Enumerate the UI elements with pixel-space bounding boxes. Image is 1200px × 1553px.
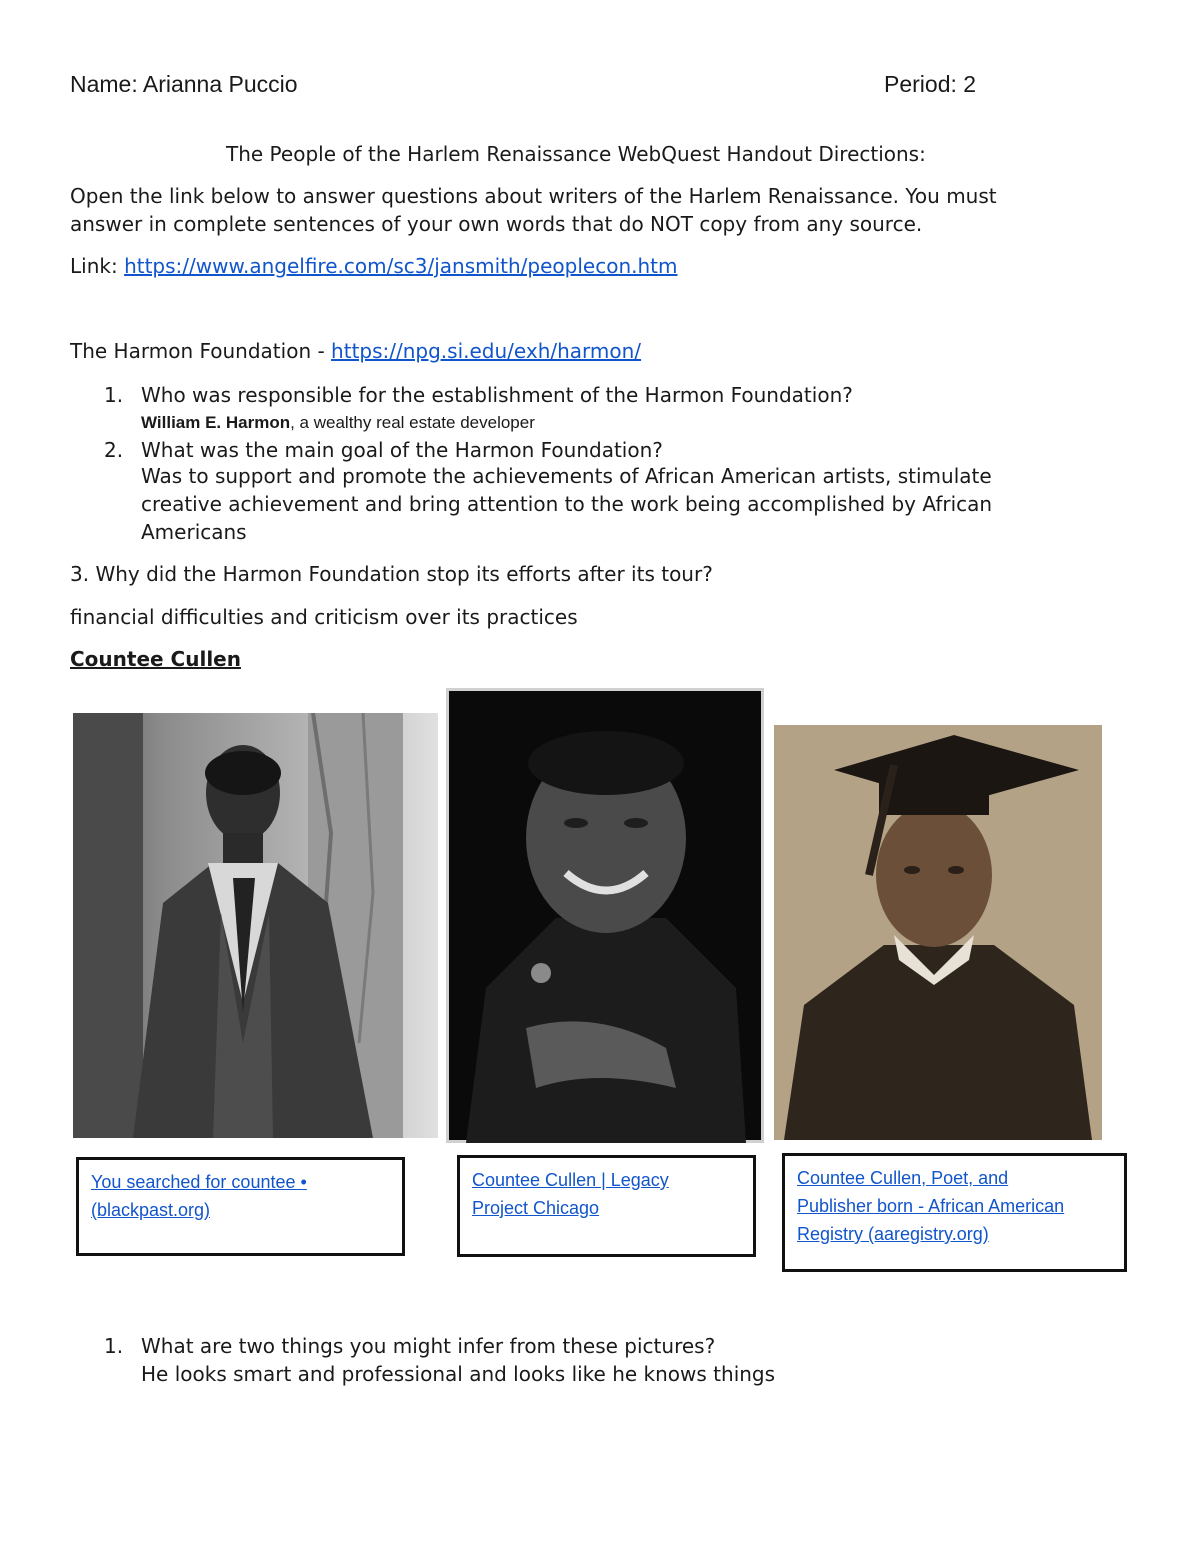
student-name: Name: Arianna Puccio — [70, 71, 298, 97]
caption-link-aaregistry[interactable] — [797, 1168, 1064, 1244]
harmon-question-1: Who was responsible for the establishment of the Harmon Foundation? — [141, 383, 853, 407]
caption-box-blackpast — [76, 1157, 405, 1256]
link-label: Link: — [70, 254, 125, 278]
harmon-link[interactable]: https://npg.si.edu/exh/harmon/ — [331, 339, 642, 363]
caption-box-legacy-project — [457, 1155, 756, 1257]
question-number: 1. — [104, 383, 124, 407]
question-number: 2. — [104, 438, 124, 462]
harmon-question-3: 3. Why did the Harmon Foundation stop its efforts after its tour? — [70, 562, 713, 586]
harmon-answer-2-line-3: Americans — [141, 520, 247, 544]
directions-line-2: answer in complete sentences of your own words that do NOT copy from any source. — [70, 212, 923, 236]
cullen-heading: Countee Cullen — [70, 647, 241, 671]
answer-bold-name: William E. Harmon — [141, 413, 291, 432]
directions-line-1: Open the link below to answer questions about writers of the Harlem Renaissance. You must — [70, 184, 997, 208]
harmon-heading-text: The Harmon Foundation - — [70, 339, 332, 363]
link-row — [70, 252, 677, 280]
harmon-heading — [70, 337, 641, 365]
cullen-photo-smiling — [446, 688, 764, 1143]
answer-rest: , a wealthy real estate developer — [290, 413, 535, 432]
harmon-answer-1 — [141, 409, 535, 437]
harmon-answer-2-line-2: creative achievement and bring attention to the work being accomplished by African — [141, 492, 993, 516]
harmon-question-2: What was the main goal of the Harmon Foundation? — [141, 438, 663, 462]
caption-line: Countee Cullen | Legacy — [472, 1170, 669, 1190]
caption-line: Project Chicago — [472, 1198, 600, 1218]
cullen-question-1: What are two things you might infer from these pictures? — [141, 1334, 716, 1358]
caption-line: You searched for countee • — [91, 1172, 307, 1192]
cullen-answer-1: He looks smart and professional and looks like he knows things — [141, 1362, 776, 1386]
harmon-answer-2-line-1: Was to support and promote the achievements of African American artists, stimulate — [141, 464, 992, 488]
caption-line: (blackpast.org) — [91, 1200, 211, 1220]
harmon-answer-3: financial difficulties and criticism over its practices — [70, 605, 578, 629]
caption-line: Publisher born - African American — [797, 1196, 1065, 1216]
caption-line: Registry (aaregistry.org) — [797, 1224, 989, 1244]
caption-box-aaregistry — [782, 1153, 1127, 1272]
caption-link-blackpast[interactable] — [91, 1172, 307, 1220]
cullen-photo-standing — [73, 713, 438, 1138]
caption-link-legacy-project[interactable] — [472, 1170, 669, 1218]
class-period: Period: 2 — [884, 71, 977, 97]
webquest-link[interactable]: https://www.angelfire.com/sc3/jansmith/peoplecon.htm — [124, 254, 678, 278]
caption-line: Countee Cullen, Poet, and — [797, 1168, 1009, 1188]
question-number: 1. — [104, 1334, 124, 1358]
cullen-photo-graduation — [774, 725, 1102, 1140]
handout-title: The People of the Harlem Renaissance WebQuest Handout Directions: — [226, 142, 926, 166]
